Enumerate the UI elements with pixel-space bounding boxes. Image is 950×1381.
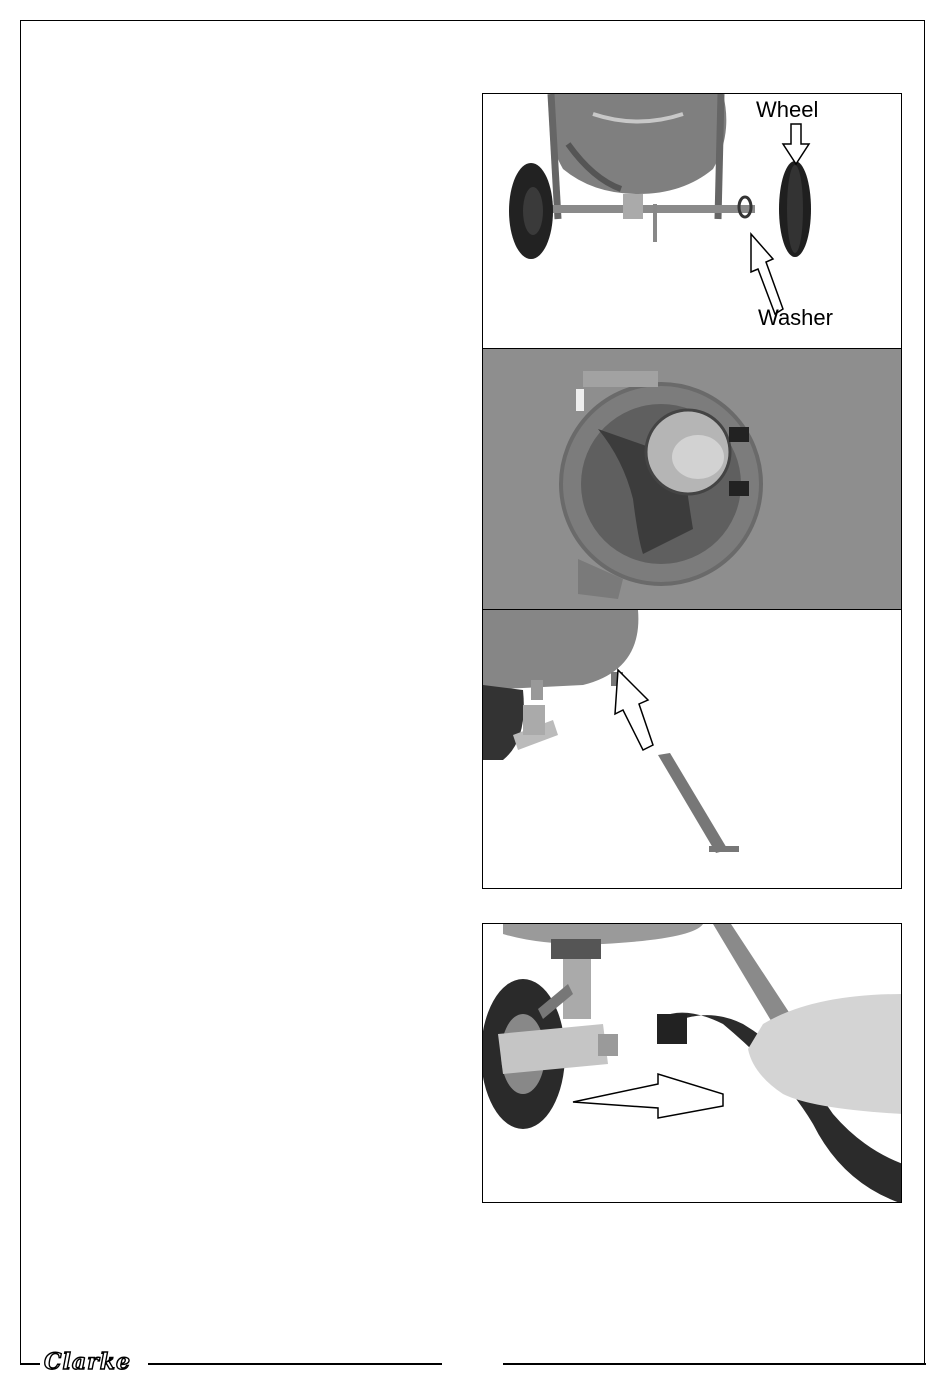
brand-logo-text: Clarke — [44, 1349, 131, 1375]
footer-rule-right — [503, 1363, 926, 1365]
brand-logo — [40, 1349, 148, 1381]
leg-fitting-photo — [482, 609, 902, 889]
wheel-fitting-photo — [482, 93, 902, 349]
hose-connection-photo — [482, 923, 902, 1203]
wheel-label: Wheel — [756, 97, 819, 122]
washer-label: Washer — [758, 305, 833, 330]
fitting-closeup-photo — [482, 348, 902, 610]
